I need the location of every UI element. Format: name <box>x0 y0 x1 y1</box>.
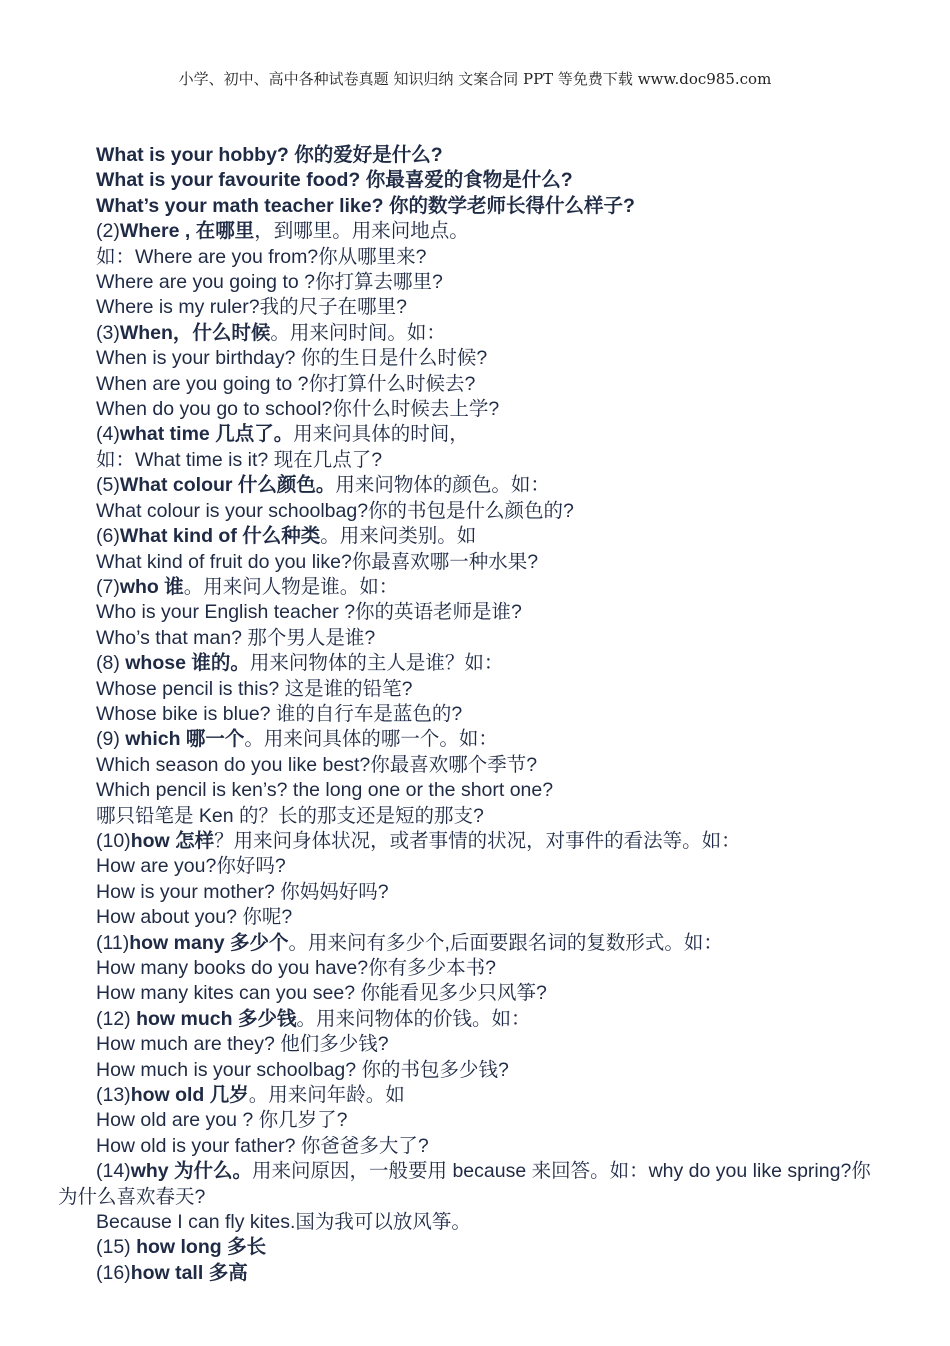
line-text: How are you?你好吗? <box>96 855 286 878</box>
line-text: How old are you ? 你几岁了? <box>96 1109 348 1132</box>
line-number: (15) <box>96 1236 137 1259</box>
text-line <box>58 981 890 1006</box>
line-text: When are you going to ?你打算什么时候去? <box>96 372 476 395</box>
line-text: Who’s that man? 那个男人是谁? <box>96 626 376 649</box>
keyword-text: What is your favourite food? 你最喜爱的食物是什么? <box>96 169 573 192</box>
keyword-text: Where , 在哪里 <box>119 220 255 243</box>
keyword-text: whose 谁的。 <box>125 652 250 675</box>
line-text: How much is your schoolbag? 你的书包多少钱? <box>96 1058 509 1081</box>
line-text: How about you? 你呢? <box>96 906 293 929</box>
line-text: 。用来问时间。如： <box>270 321 446 344</box>
line-text: Whose bike is blue? 谁的自行车是蓝色的? <box>96 702 463 725</box>
line-number: (6) <box>96 525 120 548</box>
line-number: (4) <box>96 423 120 446</box>
line-number: (12) <box>96 1007 137 1030</box>
text-line <box>58 448 890 473</box>
text-line <box>58 677 890 702</box>
text-line <box>58 778 890 803</box>
text-line <box>58 727 890 752</box>
text-line <box>58 702 890 727</box>
text-line <box>58 194 890 219</box>
text-line <box>58 575 890 600</box>
line-text: 。用来问具体的哪一个。如： <box>244 728 498 751</box>
keyword-text: What colour 什么颜色。 <box>119 474 336 497</box>
line-number: (2) <box>96 220 120 243</box>
text-line <box>58 321 890 346</box>
text-line <box>58 397 890 422</box>
text-line <box>58 245 890 270</box>
keyword-text: which 哪一个 <box>125 728 245 751</box>
line-number: (7) <box>96 575 120 598</box>
keyword-text: What is your hobby? 你的爱好是什么? <box>96 144 443 166</box>
text-line <box>58 829 890 854</box>
keyword-text: what time 几点了。 <box>119 423 294 446</box>
text-line <box>58 422 890 447</box>
line-text: 用来问具体的时间， <box>293 423 469 446</box>
line-text: Because I can fly kites.国为我可以放风筝。 <box>96 1211 471 1234</box>
line-text: 。用来问类别。如 <box>320 525 477 548</box>
text-line <box>58 956 890 981</box>
keyword-text: why 为什么。 <box>130 1160 253 1183</box>
line-number: (11) <box>96 931 130 954</box>
line-number: (9) <box>96 728 126 751</box>
line-text: How old is your father? 你爸爸多大了? <box>96 1134 429 1157</box>
line-text: ？用来问身体状况，或者事情的状况，对事件的看法等。如： <box>214 829 741 852</box>
text-line <box>58 600 890 625</box>
text-line <box>58 143 890 168</box>
text-line <box>58 1058 890 1083</box>
document-body <box>58 143 890 1286</box>
line-text: 用来问原因，一般要用 because 来回答。如：why do you like spring?你为什么喜欢春天? <box>58 1160 871 1208</box>
text-line <box>58 804 890 829</box>
line-number: (8) <box>96 652 126 675</box>
text-line <box>58 753 890 778</box>
text-line <box>58 651 890 676</box>
keyword-text: who 谁 <box>119 575 184 598</box>
line-text: Where are you going to ?你打算去哪里? <box>96 271 443 294</box>
text-line <box>58 1159 890 1210</box>
text-line <box>58 854 890 879</box>
keyword-text: how many 多少个 <box>129 931 289 954</box>
line-text: How much are they? 他们多少钱? <box>96 1033 389 1056</box>
text-line <box>58 295 890 320</box>
keyword-text: how long 多长 <box>136 1236 267 1259</box>
line-text: 。用来问有多少个,后面要跟名词的复数形式。如： <box>288 931 723 954</box>
text-line <box>58 499 890 524</box>
text-line <box>58 270 890 295</box>
line-text: Who is your English teacher ?你的英语老师是谁? <box>96 601 522 624</box>
line-text: 。用来问年龄。如 <box>248 1084 405 1107</box>
line-number: (3) <box>96 321 120 344</box>
text-line <box>58 219 890 244</box>
text-line <box>58 931 890 956</box>
text-line <box>58 473 890 498</box>
text-line <box>58 346 890 371</box>
line-text: 。用来问物体的价钱。如： <box>296 1007 531 1030</box>
keyword-text: how much 多少钱 <box>136 1007 297 1030</box>
page-header: 小学、初中、高中各种试卷真题 知识归纳 文案合同 PPT 等免费下载 www.doc985.com <box>178 70 772 88</box>
keyword-text: When，什么时候 <box>119 321 271 344</box>
text-line <box>58 1235 890 1260</box>
line-text: What kind of fruit do you like?你最喜欢哪一种水果? <box>96 550 539 573</box>
line-text: Whose pencil is this? 这是谁的铅笔? <box>96 677 413 700</box>
line-number: (5) <box>96 474 120 497</box>
line-number: (16) <box>96 1261 131 1284</box>
text-line <box>58 1210 890 1235</box>
keyword-text: how tall 多高 <box>130 1261 248 1284</box>
line-text: When is your birthday? 你的生日是什么时候? <box>96 347 488 370</box>
text-line <box>58 168 890 193</box>
keyword-text: how 怎样 <box>130 829 215 852</box>
line-text: Which pencil is ken’s? the long one or the short one? <box>96 779 554 802</box>
line-text: How many kites can you see? 你能看见多少只风筝? <box>96 982 547 1005</box>
line-number: (14) <box>96 1160 131 1183</box>
line-text: What colour is your schoolbag?你的书包是什么颜色的? <box>96 499 574 522</box>
line-text: 如：What time is it? 现在几点了? <box>96 448 383 471</box>
text-line <box>58 550 890 575</box>
text-line <box>58 626 890 651</box>
line-text: 如：Where are you from?你从哪里来? <box>96 245 427 268</box>
text-line <box>58 1134 890 1159</box>
line-text: 用来问物体的颜色。如： <box>335 474 550 497</box>
line-number: (13) <box>96 1084 131 1107</box>
line-text: ，到哪里。用来问地点。 <box>254 220 469 243</box>
text-line <box>58 1108 890 1133</box>
line-number: (10) <box>96 829 131 852</box>
line-text: Which season do you like best?你最喜欢哪个季节? <box>96 753 538 776</box>
keyword-text: What kind of 什么种类 <box>119 525 321 548</box>
text-line <box>58 524 890 549</box>
text-line <box>58 905 890 930</box>
line-text: 。用来问人物是谁。如： <box>183 575 399 598</box>
text-line <box>58 1083 890 1108</box>
line-text: How many books do you have?你有多少本书? <box>96 957 496 979</box>
text-line <box>58 1032 890 1057</box>
keyword-text: how old 几岁 <box>130 1084 249 1107</box>
line-text: When do you go to school?你什么时候去上学? <box>96 398 500 421</box>
line-text: 哪只铅笔是 Ken 的？长的那支还是短的那支? <box>96 804 484 827</box>
line-text: 用来问物体的主人是谁？如： <box>249 652 504 675</box>
text-line <box>58 1007 890 1032</box>
text-line <box>58 372 890 397</box>
line-text: Where is my ruler?我的尺子在哪里? <box>96 296 407 319</box>
text-line <box>58 1261 890 1286</box>
line-text: How is your mother? 你妈妈好吗? <box>96 880 389 903</box>
text-line <box>58 880 890 905</box>
keyword-text: What’s your math teacher like? 你的数学老师长得什么样子? <box>96 194 635 217</box>
